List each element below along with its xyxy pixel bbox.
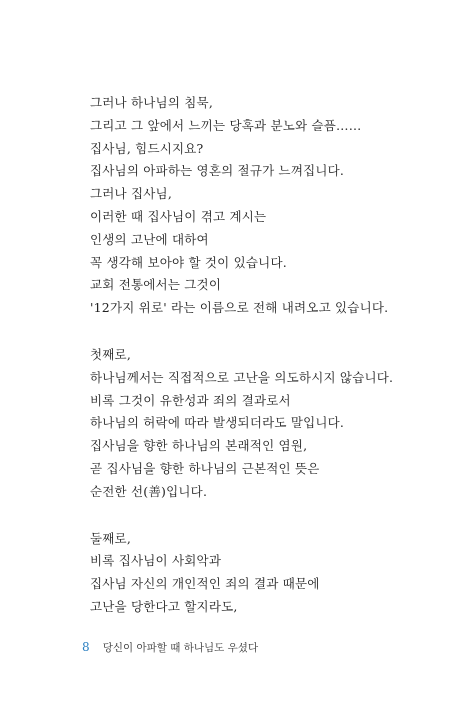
text-line: 이러한 때 집사님이 겪고 계시는	[90, 208, 267, 224]
text-line: 하나님께서는 직접적으로 고난을 의도하시지 않습니다.	[90, 369, 394, 385]
text-line: 하나님의 허락에 따라 발생되더라도 말입니다.	[90, 415, 345, 431]
text-line: 고난을 당한다고 할지라도,	[90, 598, 238, 614]
text-line: 집사님 자신의 개인적인 죄의 결과 때문에	[90, 576, 320, 592]
paragraph	[90, 344, 450, 504]
text-line: 그러나 하나님의 침묵,	[90, 95, 213, 110]
text-line: 꼭 생각해 보아야 할 것이 있습니다.	[90, 254, 287, 270]
text-line: 곧 집사님을 향한 하나님의 근본적인 뜻은	[90, 460, 320, 476]
text-line: 집사님의 아파하는 영혼의 절규가 느껴집니다.	[90, 163, 345, 179]
text-line: 집사님, 힘드시지요?	[90, 140, 204, 156]
text-line: '12가지 위로' 라는 이름으로 전해 내려오고 있습니다.	[90, 300, 389, 316]
text-line: 첫째로,	[90, 346, 131, 362]
body-text	[90, 92, 450, 643]
text-line: 순전한 선(善)입니다.	[90, 483, 208, 499]
text-line: 비록 집사님이 사회악과	[90, 553, 222, 569]
page-footer	[82, 636, 258, 652]
page-number: 8	[82, 640, 90, 654]
text-line: 둘째로,	[90, 530, 131, 546]
text-line: 교회 전통에서는 그것이	[90, 277, 222, 293]
paragraph	[90, 528, 450, 619]
paragraph	[90, 92, 450, 320]
text-line: 그러나 집사님,	[90, 186, 172, 202]
text-line: 그리고 그 앞에서 느끼는 당혹과 분노와 슬픔……	[90, 117, 362, 133]
text-line: 비록 그것이 유한성과 죄의 결과로서	[90, 392, 291, 408]
text-line: 인생의 고난에 대하여	[90, 231, 209, 247]
running-title: 당신이 아파할 때 하나님도 우셨다	[102, 642, 259, 654]
text-line: 집사님을 향한 하나님의 본래적인 염원,	[90, 438, 308, 454]
